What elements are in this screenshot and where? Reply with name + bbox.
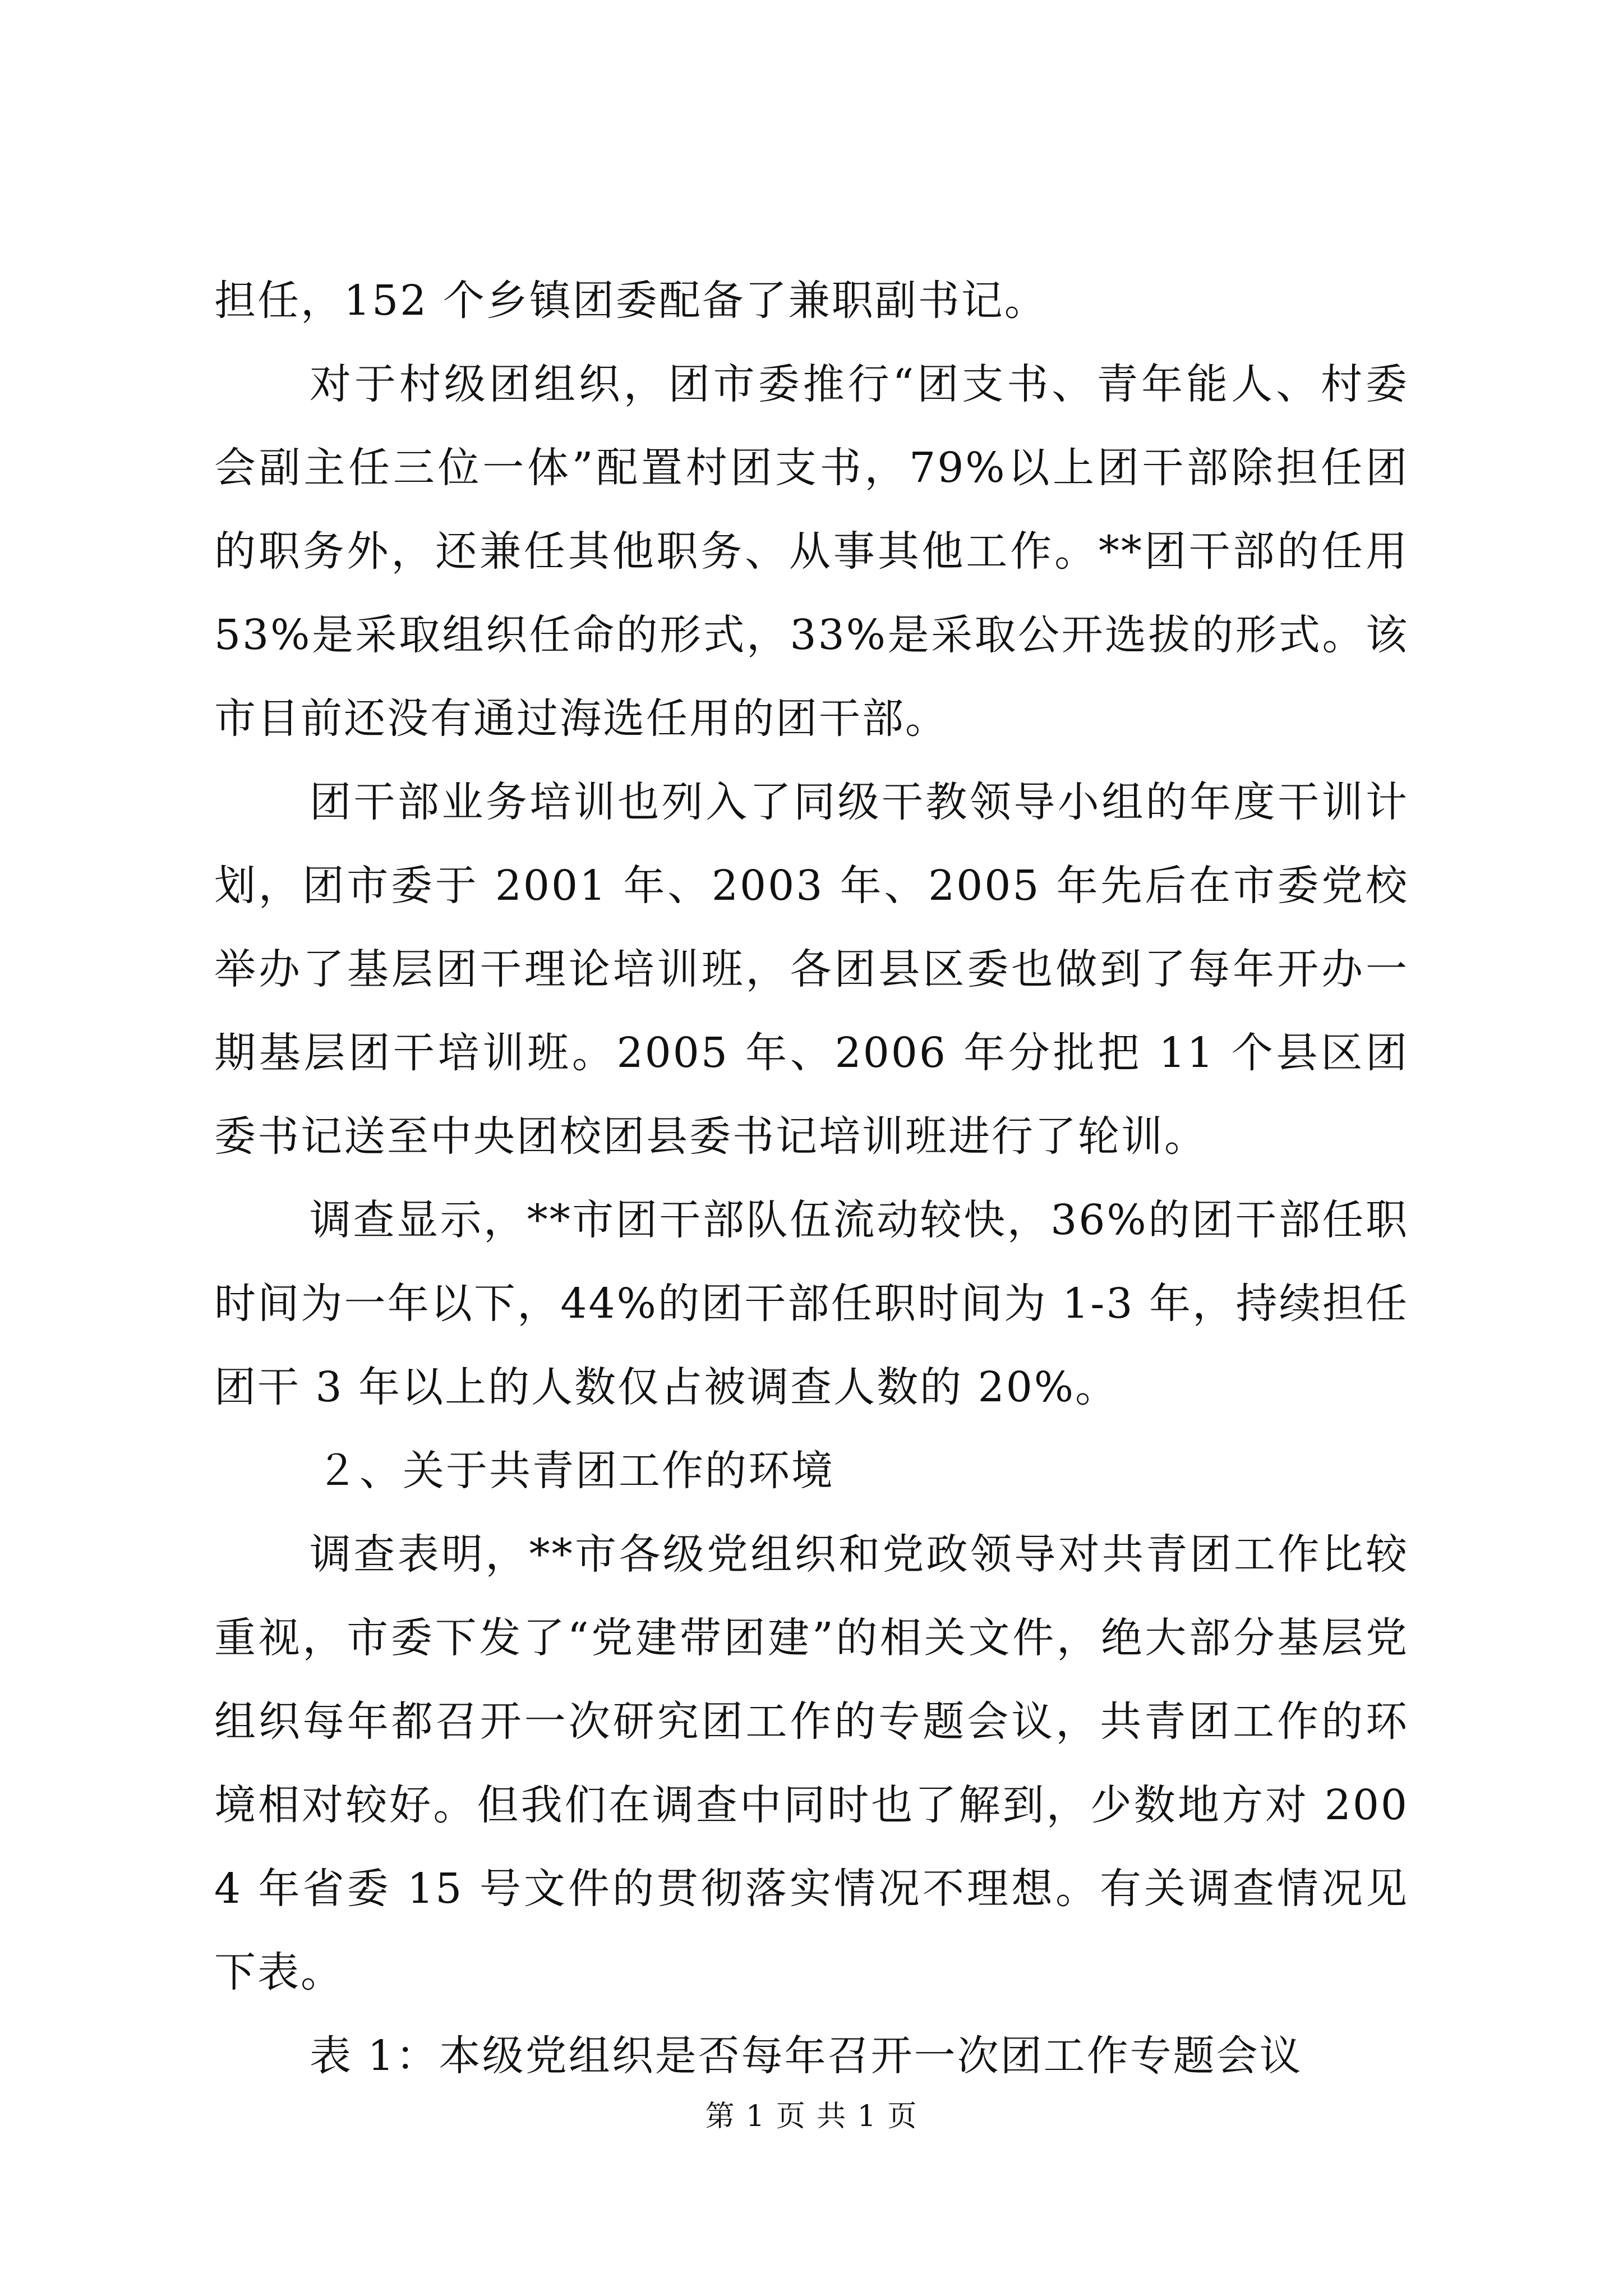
table-caption: 表 1：本级党组织是否每年召开一次团工作专题会议 — [310, 2032, 1303, 2080]
paragraph-environment: 调查表明，**市各级党组织和党政领导对共青团工作比较重视，市委下发了“党建带团建”的相关文件，绝大部分基层党组织每年都召开一次研究团工作的专题会议，共青团工作的环境相对较好。但我们在调查中同时也了解到，少数地方对 2004 年省委 15 号文件的贯彻落实情况不理想。有关调查情况见下表。 — [214, 1530, 1409, 1996]
paragraph-training: 团干部业务培训也列入了同级干教领导小组的年度干训计划，团市委于 2001 年、2003 年、2005 年先后在市委党校举办了基层团干理论培训班，各团县区委也做到了每年开办一期基层团干培训班。2005 年、2006 年分批把 11 个县区团委书记送至中央团校团县委书记培训班进行了轮训。 — [214, 778, 1409, 1161]
paragraph-village-league: 对于村级团组织，团市委推行“团支书、青年能人、村委会副主任三位一体”配置村团支书，79%以上团干部除担任团的职务外，还兼任其他职务、从事其他工作。**团干部的任用 53%是采取组织任命的形式，33%是采取公开选拔的形式。该市目前还没有通过海选任用的团干部。 — [214, 360, 1409, 743]
paragraph-continuation: 担任，152 个乡镇团委配备了兼职副书记。 — [214, 277, 1048, 325]
page-footer: 第 1 页 共 1 页 — [705, 2100, 918, 2133]
paragraph-survey-turnover: 调查显示，**市团干部队伍流动较快，36%的团干部任职时间为一年以下，44%的团干部任职时间为 1-3 年，持续担任团干 3 年以上的人数仅占被调查人数的 20%。 — [214, 1196, 1409, 1411]
section-heading: ２、关于共青团工作的环境 — [316, 1447, 834, 1495]
document-body — [214, 259, 1409, 2098]
